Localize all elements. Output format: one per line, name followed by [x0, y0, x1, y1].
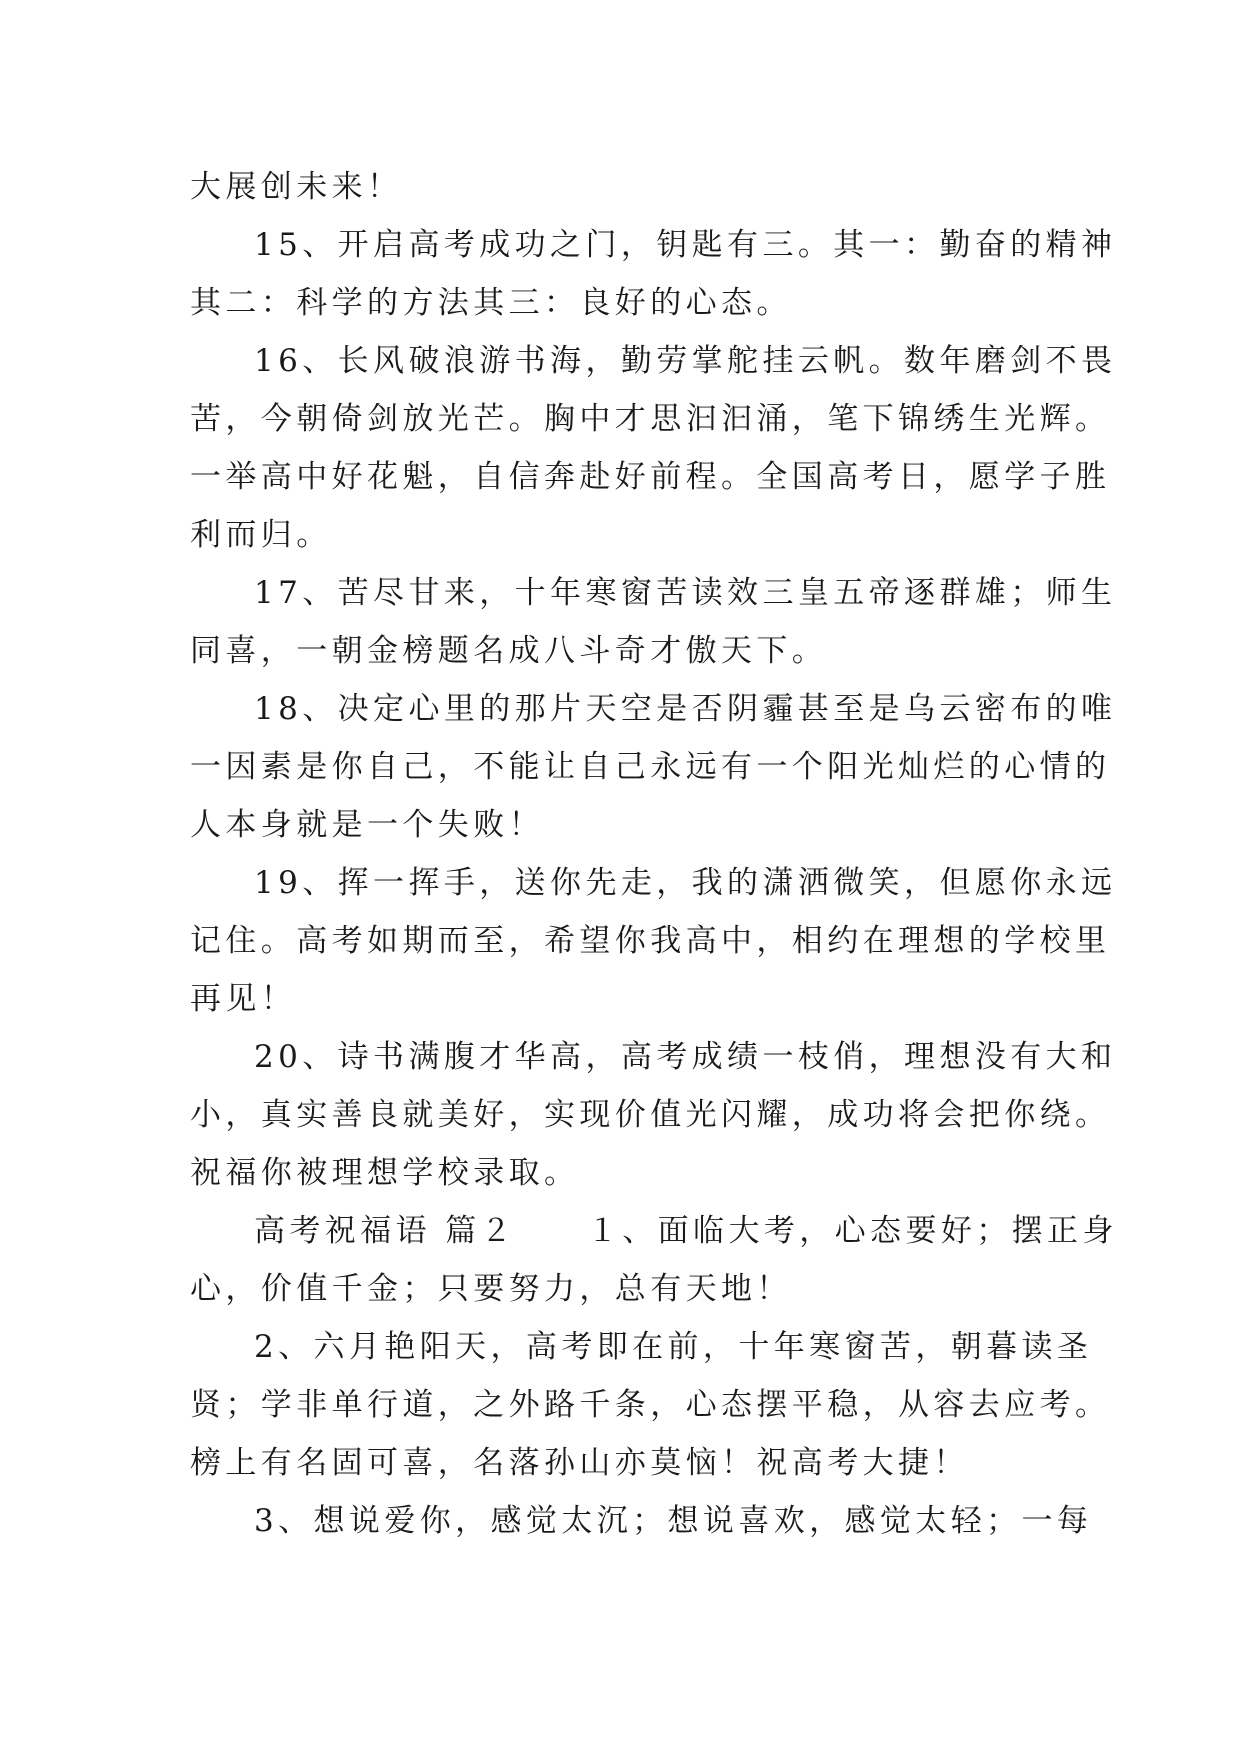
- text-line: 榜上有名固可喜，名落孙山亦莫恼！祝高考大捷！: [190, 1445, 969, 1481]
- text-line: 利而归。: [190, 517, 332, 553]
- text-line: 同喜，一朝金榜题名成八斗奇才傲天下。: [190, 633, 828, 669]
- text-line: 再见！: [190, 981, 297, 1017]
- text-line: 人本身就是一个失败！: [190, 807, 544, 843]
- text-line: 其二：科学的方法其三：良好的心态。: [190, 285, 792, 321]
- text-line: 一因素是你自己，不能让自己永远有一个阳光灿烂的心情的: [190, 749, 1111, 785]
- text-line: 18、决定心里的那片天空是否阴霾甚至是乌云密布的唯: [254, 691, 1117, 727]
- text-line: 大展创未来！: [190, 169, 403, 205]
- text-line: 16、长风破浪游书海，勤劳掌舵挂云帆。数年磨剑不畏: [254, 343, 1117, 379]
- text-line: 小，真实善良就美好，实现价值光闪耀，成功将会把你绕。: [190, 1097, 1111, 1133]
- text-line: 15、开启高考成功之门，钥匙有三。其一：勤奋的精神: [254, 227, 1117, 263]
- text-line: 19、挥一挥手，送你先走，我的潇洒微笑，但愿你永远: [254, 865, 1117, 901]
- text-line: 贤；学非单行道，之外路千条，心态摆平稳，从容去应考。: [190, 1387, 1111, 1423]
- document-body: [190, 158, 1118, 1550]
- text-line: 祝福你被理想学校录取。: [190, 1155, 580, 1191]
- text-line: 记住。高考如期而至，希望你我高中，相约在理想的学校里: [190, 923, 1111, 959]
- text-line: 17、苦尽甘来，十年寒窗苦读效三皇五帝逐群雄；师生: [254, 575, 1117, 611]
- text-line: 心，价值千金；只要努力，总有天地！: [190, 1271, 792, 1307]
- text-line: 一举高中好花魁，自信奔赴好前程。全国高考日，愿学子胜: [190, 459, 1111, 495]
- text-line: 苦，今朝倚剑放光芒。胸中才思汩汩涌，笔下锦绣生光辉。: [190, 401, 1111, 437]
- text-line: 2、六月艳阳天，高考即在前，十年寒窗苦，朝暮读圣: [254, 1329, 1093, 1365]
- section-heading-line: 高考祝福语 篇２ １、面临大考，心态要好；摆正身: [254, 1213, 1118, 1249]
- text-line: 20、诗书满腹才华高，高考成绩一枝俏，理想没有大和: [254, 1039, 1117, 1075]
- text-line: 3、想说爱你，感觉太沉；想说喜欢，感觉太轻；一每: [254, 1503, 1093, 1539]
